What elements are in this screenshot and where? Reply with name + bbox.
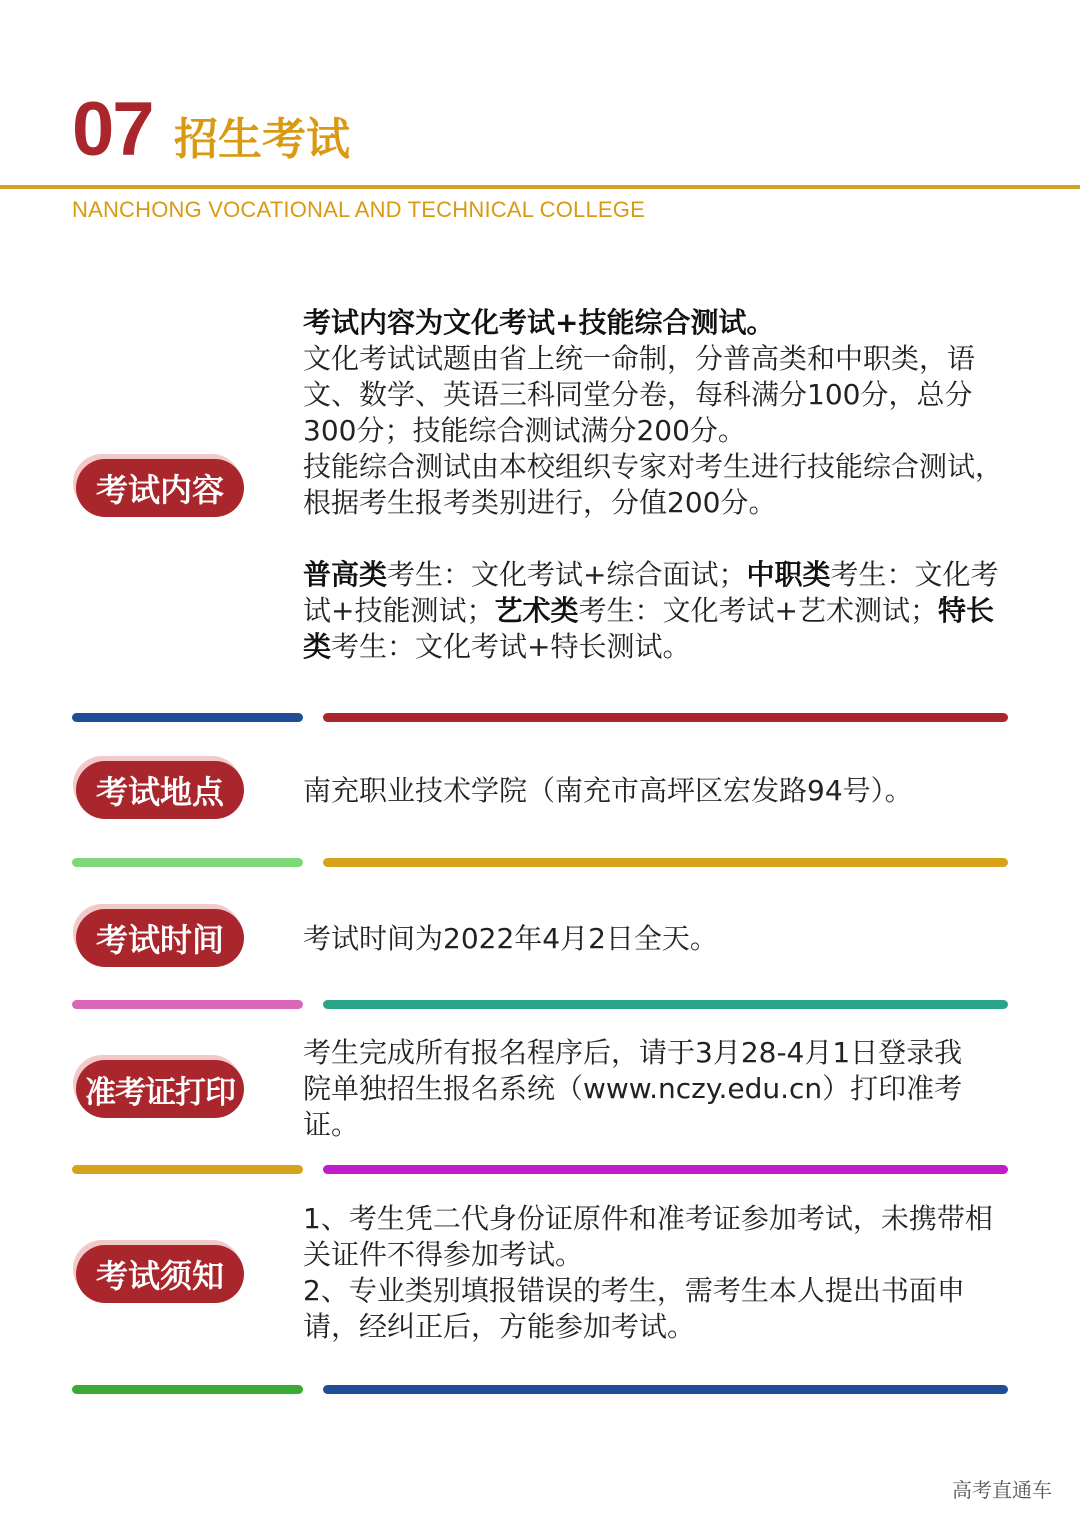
- divider-left: [72, 713, 303, 722]
- divider-right: [323, 713, 1008, 722]
- divider-left: [72, 858, 303, 867]
- section-number: 07: [72, 87, 153, 172]
- category-name: 中职类: [746, 558, 831, 591]
- divider-left: [72, 1165, 303, 1174]
- exam-content-heading: 考试内容为文化考试+技能综合测试。: [303, 306, 775, 339]
- divider-right: [323, 1165, 1008, 1174]
- category-name: 特长类: [303, 594, 994, 663]
- college-name: NANCHONG VOCATIONAL AND TECHNICAL COLLEGE: [72, 197, 645, 222]
- category-name: 普高类: [303, 558, 388, 591]
- exam-content-skill: 技能综合测试由本校组织专家对考生进行技能综合测试，根据考生报考类别进行，分值200分。: [303, 450, 1004, 519]
- page-title: 招生考试: [174, 114, 350, 165]
- exam-location-text: 南充职业技术学院（南充市高坪区宏发路94号）。: [303, 774, 913, 807]
- category-text: 考生：文化考试+综合面试；: [387, 558, 747, 591]
- watermark: 高考直通车: [952, 1478, 1052, 1502]
- exam-time-text: 考试时间为2022年4月2日全天。: [303, 922, 718, 955]
- category-text: 考生：文化考试+特长测试。: [331, 630, 691, 663]
- notice-item: 2、专业类别填报错误的考生，需考生本人提出书面申请，经纠正后，方能参加考试。: [303, 1274, 965, 1343]
- notice-item: 1、考生凭二代身份证原件和准考证参加考试，未携带相关证件不得参加考试。: [303, 1202, 993, 1271]
- label-exam-location: 考试地点: [76, 761, 244, 819]
- exam-content-text: [303, 305, 1003, 665]
- label-exam-time: 考试时间: [76, 909, 244, 967]
- exam-content-categories: [303, 557, 1003, 665]
- divider-right: [323, 858, 1008, 867]
- exam-content-culture: 文化考试试题由省上统一命制，分普高类和中职类，语文、数学、英语三科同堂分卷，每科满分100分，总分300分；技能综合测试满分200分。: [303, 342, 976, 447]
- label-exam-content: 考试内容: [76, 459, 244, 517]
- label-exam-notice: 考试须知: [76, 1245, 244, 1303]
- divider-right: [323, 1385, 1008, 1394]
- category-name: 艺术类: [494, 594, 579, 627]
- category-text: 考生：文化考试+技能测试；: [303, 558, 999, 627]
- admission-ticket-text: 考生完成所有报名程序后，请于3月28-4月1日登录我院单独招生报名系统（www.nczy.edu.cn）打印准考证。: [303, 1036, 963, 1141]
- label-admission-ticket: 准考证打印: [76, 1060, 244, 1118]
- divider-left: [72, 1385, 303, 1394]
- header-divider: [0, 185, 1080, 189]
- category-text: 考生：文化考试+艺术测试；: [578, 594, 938, 627]
- exam-notice-text: [303, 1201, 1003, 1345]
- divider-left: [72, 1000, 303, 1009]
- divider-right: [323, 1000, 1008, 1009]
